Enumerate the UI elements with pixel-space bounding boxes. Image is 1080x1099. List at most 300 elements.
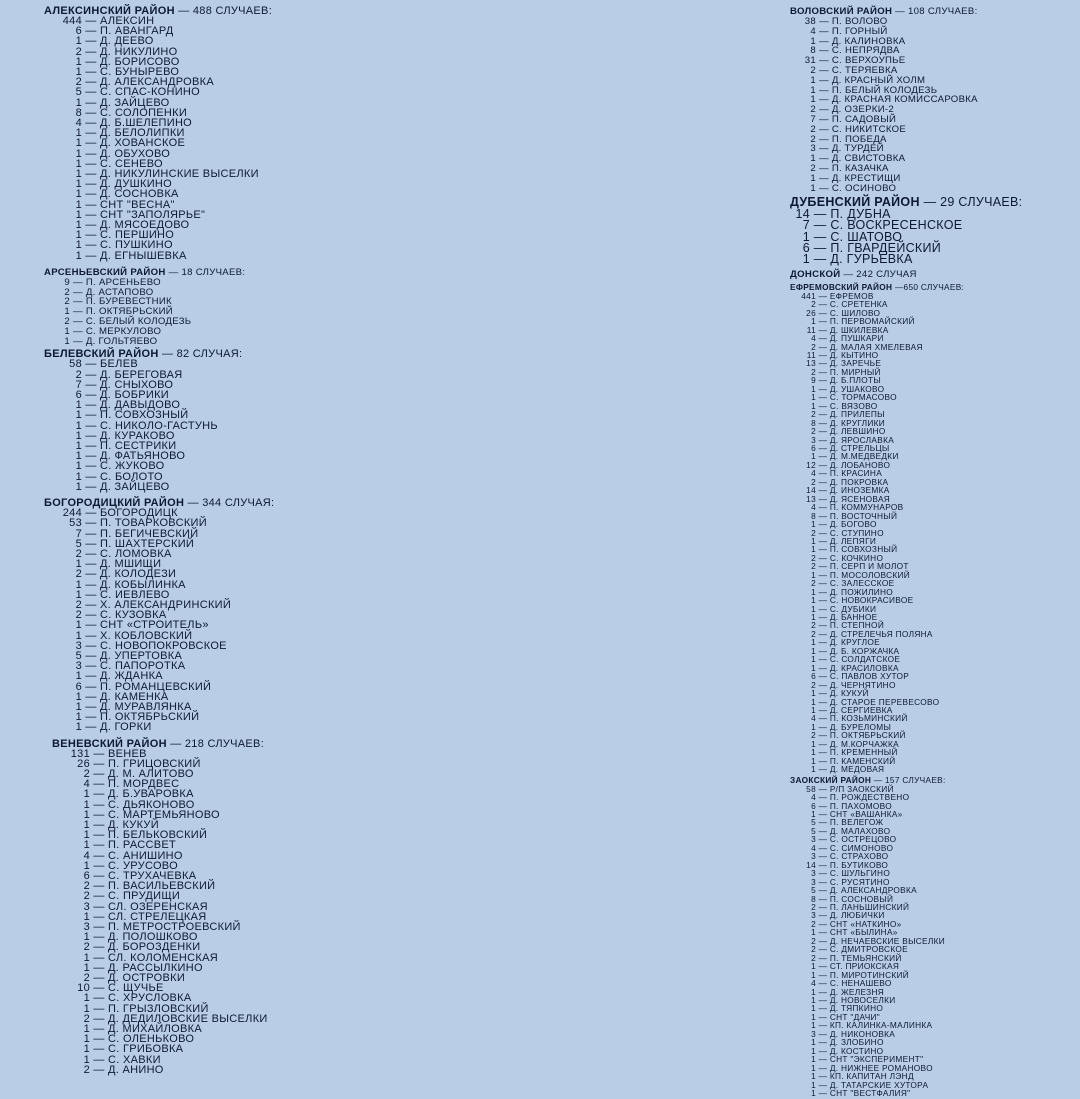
dash-separator: — bbox=[810, 240, 831, 255]
dash-separator: — bbox=[816, 586, 830, 597]
dash-separator: — bbox=[82, 470, 101, 483]
dash-separator: — bbox=[90, 1012, 109, 1025]
dash-separator: — bbox=[816, 885, 830, 896]
dash-separator: — bbox=[816, 143, 832, 155]
dash-separator: — bbox=[816, 434, 830, 445]
dash-separator: — bbox=[816, 299, 830, 310]
case-count: 2 bbox=[75, 598, 82, 611]
locality-name: С. ОЛЕНЬКОВО bbox=[108, 1033, 195, 1046]
dash-separator: — bbox=[90, 859, 109, 872]
locality-name: П. ОКТЯБРЬСКИЙ bbox=[100, 711, 200, 724]
dash-separator: — bbox=[90, 982, 109, 995]
locality-name: С. СИМОНОВО bbox=[829, 842, 894, 853]
dash-separator: — bbox=[816, 825, 830, 836]
locality-name: П. ВАСИЛЬЕВСКИЙ bbox=[108, 880, 216, 893]
dash-separator: — bbox=[816, 426, 830, 437]
case-count: 2 bbox=[83, 880, 90, 893]
case-count: 1 bbox=[811, 612, 816, 623]
dash-separator: — bbox=[90, 747, 109, 760]
locality-name: П. ГВАРДЕЙСКИЙ bbox=[830, 240, 942, 255]
dash-separator: — bbox=[82, 198, 101, 211]
case-count: 7 bbox=[75, 378, 82, 391]
locality-name: Д. ПРИЛЕПЫ bbox=[829, 409, 885, 420]
dash-separator: — bbox=[816, 16, 832, 27]
case-count: 1 bbox=[75, 157, 82, 170]
case-count: 1 bbox=[75, 219, 82, 232]
case-count: 3 bbox=[83, 900, 90, 913]
case-count: 2 bbox=[75, 368, 82, 381]
case-count: 4 bbox=[83, 849, 90, 862]
locality-name: СНТ «ВАШАНКА» bbox=[829, 809, 903, 819]
case-count: 441 bbox=[801, 290, 816, 301]
dash-separator: — bbox=[82, 598, 101, 611]
district-name: ЗАОКСКИЙ РАЙОН bbox=[790, 774, 872, 785]
locality-name: Д. ЗАЙЦЕВО bbox=[100, 96, 170, 109]
locality-name: Д. ЛЮБИЧКИ bbox=[829, 910, 885, 921]
district-total: — 29 СЛУЧАЕВ: bbox=[923, 195, 1023, 210]
dash-separator: — bbox=[82, 168, 101, 181]
case-count: 2 bbox=[83, 767, 90, 780]
dash-separator: — bbox=[816, 485, 830, 496]
district-name: ВЕНЕВСКИЙ РАЙОН bbox=[52, 737, 167, 750]
dash-separator: — bbox=[816, 510, 830, 521]
locality-row bbox=[790, 251, 1070, 266]
dash-separator: — bbox=[90, 890, 109, 903]
locality-name: СЛ. СТРЕЛЕЦКАЯ bbox=[108, 910, 207, 923]
locality-name: Д. АСТАПОВО bbox=[85, 286, 154, 298]
locality-name: Д. БОРОЗДЕНКИ bbox=[108, 941, 201, 954]
case-count: 4 bbox=[811, 468, 816, 479]
case-count: 2 bbox=[811, 918, 816, 929]
dash-separator: — bbox=[816, 476, 830, 487]
locality-name: П. СТЕПНОЙ bbox=[829, 620, 885, 631]
dash-separator: — bbox=[82, 547, 101, 560]
dash-separator: — bbox=[816, 55, 832, 67]
case-count: 8 bbox=[811, 510, 816, 521]
dash-separator: — bbox=[816, 172, 832, 184]
locality-name: Д. КУКУЙ bbox=[829, 688, 869, 699]
dash-separator: — bbox=[816, 851, 830, 862]
locality-name: С. ВЯЗОВО bbox=[829, 400, 878, 411]
district-name: ЕФРЕМОВСКИЙ РАЙОН bbox=[790, 281, 893, 292]
case-count: 1 bbox=[802, 251, 810, 266]
dash-separator: — bbox=[810, 251, 831, 266]
case-count: 3 bbox=[811, 834, 816, 845]
locality-row bbox=[52, 1065, 544, 1075]
locality-name: С. СЕНЕВО bbox=[100, 157, 163, 170]
case-count: 31 bbox=[804, 55, 816, 67]
dash-separator: — bbox=[816, 1028, 830, 1039]
district-block bbox=[790, 269, 1070, 280]
locality-name: Д. ДАВЫДОВО bbox=[100, 399, 181, 412]
locality-name: Д. РАССЫЛКИНО bbox=[108, 961, 203, 974]
dash-separator: — bbox=[70, 335, 86, 347]
dash-separator: — bbox=[82, 35, 101, 48]
dash-separator: — bbox=[90, 961, 109, 974]
dash-separator: — bbox=[82, 239, 101, 252]
locality-name: Д. ДЕЕВО bbox=[100, 35, 154, 48]
case-count: 9 bbox=[64, 276, 70, 288]
dash-separator: — bbox=[816, 358, 830, 369]
case-count: 1 bbox=[811, 1011, 816, 1022]
dash-separator: — bbox=[82, 208, 101, 221]
locality-name: Д. ГОРКИ bbox=[100, 721, 152, 734]
case-count: 1 bbox=[811, 994, 816, 1005]
dash-separator: — bbox=[816, 1079, 830, 1090]
case-count: 2 bbox=[811, 578, 816, 589]
locality-name: С. СТУПИНО bbox=[829, 527, 884, 538]
locality-name: С. СОЛОПЕНКИ bbox=[100, 106, 188, 119]
case-count: 2 bbox=[811, 935, 816, 946]
case-count: 2 bbox=[810, 133, 816, 145]
locality-name: П. ДУБНА bbox=[830, 207, 891, 222]
locality-name: Д. ХОВАНСКОЕ bbox=[100, 137, 186, 150]
case-count: 4 bbox=[83, 778, 90, 791]
locality-name: Д. ЯСЕНОВАЯ bbox=[829, 493, 891, 504]
locality-name: П. СОСНОВЫЙ bbox=[829, 893, 894, 904]
locality-name: П. ОКТЯБРЬСКИЙ bbox=[829, 730, 906, 741]
locality-name: С. ДМИТРОВСКОЕ bbox=[829, 944, 908, 955]
locality-name: С. ПАПОРОТКА bbox=[100, 660, 186, 673]
locality-name: АЛЕКСИН bbox=[100, 15, 155, 27]
dash-separator: — bbox=[810, 207, 831, 222]
case-count: 1 bbox=[75, 96, 82, 109]
case-count: 1 bbox=[75, 629, 82, 642]
case-count: 1 bbox=[75, 578, 82, 591]
dash-separator: — bbox=[82, 127, 101, 140]
case-count: 1 bbox=[811, 809, 816, 819]
district-name: ВОЛОВСКИЙ РАЙОН bbox=[790, 6, 893, 17]
locality-name: Д. СЕРГИЕВКА bbox=[829, 705, 893, 716]
case-count: 13 bbox=[806, 358, 816, 369]
dash-separator: — bbox=[82, 609, 101, 622]
locality-name: П. РОЖДЕСТВЕНО bbox=[829, 792, 910, 803]
dash-separator: — bbox=[816, 595, 830, 606]
case-count: 1 bbox=[811, 392, 816, 403]
case-count: 1 bbox=[75, 619, 82, 632]
case-count: 1 bbox=[810, 153, 816, 165]
locality-name: БЕЛЕВ bbox=[100, 358, 138, 371]
locality-name: П. САДОВЫЙ bbox=[831, 113, 897, 125]
locality-name: Д. ЖДАНКА bbox=[100, 670, 163, 683]
dash-separator: — bbox=[816, 696, 830, 707]
dash-separator: — bbox=[90, 900, 109, 913]
dash-separator: — bbox=[82, 517, 101, 530]
case-count: 1 bbox=[83, 829, 90, 842]
locality-name: Х. КОБЛОВСКИЙ bbox=[100, 629, 193, 642]
case-count: 1 bbox=[75, 690, 82, 703]
locality-name: С. МЕРКУЛОВО bbox=[85, 325, 162, 337]
locality-name: С. ПРУДИЩИ bbox=[108, 890, 181, 903]
case-count: 1 bbox=[811, 738, 816, 749]
dash-separator: — bbox=[816, 94, 832, 106]
case-count: 6 bbox=[811, 442, 816, 453]
locality-name: Д. НЕЧАЕВСКИЕ ВЫСЕЛКИ bbox=[829, 935, 945, 946]
locality-name: С. ВЕРХОУПЬЕ bbox=[831, 55, 906, 67]
dash-separator: — bbox=[90, 951, 109, 964]
dash-separator: — bbox=[82, 670, 101, 683]
case-count: 3 bbox=[75, 639, 82, 652]
case-count: 1 bbox=[83, 992, 90, 1005]
dash-separator: — bbox=[82, 639, 101, 652]
case-count: 1 bbox=[811, 1071, 816, 1082]
dash-separator: — bbox=[816, 671, 830, 682]
locality-name: С. ОСТРЕЦОВО bbox=[829, 834, 897, 845]
locality-name: Д. ЛЕПЯГИ bbox=[829, 535, 877, 546]
case-count: 1 bbox=[75, 460, 82, 473]
dash-separator: — bbox=[816, 64, 832, 76]
case-count: 2 bbox=[810, 104, 816, 116]
case-count: 131 bbox=[70, 747, 90, 760]
case-count: 2 bbox=[810, 123, 816, 135]
case-count: 5 bbox=[75, 649, 82, 662]
dash-separator: — bbox=[90, 788, 109, 801]
case-count: 2 bbox=[811, 552, 816, 563]
dash-separator: — bbox=[82, 460, 101, 473]
dash-separator: — bbox=[816, 1020, 830, 1031]
case-count: 2 bbox=[75, 76, 82, 89]
case-count: 2 bbox=[75, 609, 82, 622]
case-count: 53 bbox=[69, 517, 82, 530]
case-count: 1 bbox=[83, 818, 90, 831]
case-count: 7 bbox=[802, 218, 810, 233]
case-count: 2 bbox=[83, 972, 90, 985]
locality-name: П. РАССВЕТ bbox=[108, 839, 177, 852]
case-count: 3 bbox=[811, 851, 816, 862]
case-count: 1 bbox=[75, 147, 82, 160]
dash-separator: — bbox=[816, 688, 830, 699]
locality-name: Х. АЛЕКСАНДРИНСКИЙ bbox=[100, 598, 232, 611]
case-count: 4 bbox=[811, 502, 816, 513]
case-count: 1 bbox=[83, 910, 90, 923]
case-count: 1 bbox=[811, 755, 816, 766]
district-total: — 344 СЛУЧАЯ: bbox=[187, 497, 275, 510]
dash-separator: — bbox=[816, 366, 830, 377]
case-count: 1 bbox=[811, 705, 816, 716]
district-total: — 488 СЛУЧАЕВ: bbox=[178, 5, 273, 17]
locality-name: С. НОВОКРАСИВОЕ bbox=[829, 595, 914, 606]
locality-name: Д. КУРАКОВО bbox=[100, 429, 175, 442]
locality-name: С. ЗАЛЕССКОЕ bbox=[829, 578, 895, 589]
locality-name: Д. ТАТАРСКИЕ ХУТОРА bbox=[829, 1079, 929, 1090]
locality-name: Д. ЗАЙЦЕВО bbox=[100, 480, 170, 493]
locality-name: Д. МИХАЙЛОВКА bbox=[108, 1023, 202, 1036]
dash-separator: — bbox=[816, 986, 830, 997]
case-count: 3 bbox=[811, 868, 816, 879]
case-count: 1 bbox=[75, 198, 82, 211]
locality-name: С. ВОСКРЕСЕНСКОЕ bbox=[830, 218, 963, 233]
district-block bbox=[790, 196, 1070, 264]
dash-separator: — bbox=[816, 859, 830, 870]
dash-separator: — bbox=[82, 537, 101, 550]
dash-separator: — bbox=[82, 219, 101, 232]
case-count: 1 bbox=[75, 409, 82, 422]
case-count: 2 bbox=[811, 952, 816, 963]
case-count: 1 bbox=[64, 306, 70, 318]
dash-separator: — bbox=[816, 918, 830, 929]
locality-name: Д. УПЕРТОВКА bbox=[100, 649, 183, 662]
case-count: 2 bbox=[811, 620, 816, 631]
dash-separator: — bbox=[82, 25, 101, 38]
dash-separator: — bbox=[816, 927, 830, 938]
locality-name: С. НИКОЛО-ГАСТУНЬ bbox=[100, 419, 218, 432]
right-column bbox=[790, 6, 1070, 1099]
case-count: 1 bbox=[83, 961, 90, 974]
case-count: 1 bbox=[83, 859, 90, 872]
locality-name: Д. М. АЛИТОВО bbox=[108, 767, 194, 780]
dash-separator: — bbox=[816, 620, 830, 631]
locality-name: С. АНИШИНО bbox=[108, 849, 183, 862]
locality-name: Д. КРАСНАЯ КОМИССАРОВКА bbox=[831, 94, 978, 106]
case-count: 1 bbox=[75, 168, 82, 181]
dash-separator: — bbox=[816, 961, 830, 972]
case-count: 1 bbox=[810, 35, 816, 47]
case-count: 26 bbox=[77, 757, 90, 770]
case-count: 2 bbox=[83, 1012, 90, 1025]
dash-separator: — bbox=[816, 113, 832, 125]
locality-name: С. СОЛДАТСКОЕ bbox=[829, 654, 901, 665]
case-count: 1 bbox=[811, 645, 816, 656]
dash-separator: — bbox=[816, 721, 830, 732]
dash-separator: — bbox=[90, 818, 109, 831]
locality-name: Д. БЕРЕГОВАЯ bbox=[100, 368, 183, 381]
dash-separator: — bbox=[90, 757, 109, 770]
locality-name: Д. М.КОРЧАЖКА bbox=[829, 738, 899, 749]
locality-name: П. БУРЕВЕСТНИК bbox=[85, 296, 172, 308]
case-count: 444 bbox=[62, 15, 82, 27]
case-count: 2 bbox=[83, 1063, 90, 1076]
dash-separator: — bbox=[82, 15, 101, 27]
dash-separator: — bbox=[82, 106, 101, 119]
dash-separator: — bbox=[816, 153, 832, 165]
case-count: 6 bbox=[811, 671, 816, 682]
case-count: 2 bbox=[811, 944, 816, 955]
case-count: 2 bbox=[75, 568, 82, 581]
case-count: 1 bbox=[75, 558, 82, 571]
case-count: 4 bbox=[811, 978, 816, 989]
dash-separator: — bbox=[816, 349, 830, 360]
dash-separator: — bbox=[816, 944, 830, 955]
case-count: 1 bbox=[83, 808, 90, 821]
locality-name: П. АРСЕНЬЕВО bbox=[85, 276, 161, 288]
locality-name: С. СРЕТЕНКА bbox=[829, 299, 888, 310]
locality-name: П. ВОЛОВО bbox=[831, 16, 888, 27]
dash-separator: — bbox=[70, 325, 86, 337]
case-count: 1 bbox=[75, 670, 82, 683]
case-count: 1 bbox=[811, 1037, 816, 1048]
case-count: 1 bbox=[75, 137, 82, 150]
dash-separator: — bbox=[82, 55, 101, 68]
case-count: 1 bbox=[810, 94, 816, 106]
dash-separator: — bbox=[816, 468, 830, 479]
locality-name: Д. ИНОЗЕМКА bbox=[829, 485, 890, 496]
locality-row bbox=[44, 722, 544, 732]
locality-name: П. ВОСТОЧНЫЙ bbox=[829, 510, 898, 521]
case-count: 4 bbox=[811, 333, 816, 344]
locality-name: Д. НОВОСЕЛКИ bbox=[829, 994, 896, 1005]
case-count: 2 bbox=[811, 426, 816, 437]
locality-name: П. ПЕРВОМАЙСКИЙ bbox=[829, 316, 915, 327]
dash-separator: — bbox=[816, 383, 830, 394]
dash-separator: — bbox=[816, 392, 830, 403]
locality-name: Д. КРУГЛИКИ bbox=[829, 417, 886, 428]
case-count: 1 bbox=[83, 1033, 90, 1046]
case-count: 2 bbox=[811, 679, 816, 690]
locality-name: КП. КАЛИНКА-МАЛИНКА bbox=[829, 1020, 933, 1031]
dash-separator: — bbox=[816, 1037, 830, 1048]
dash-separator: — bbox=[816, 713, 830, 724]
locality-name: Д. КОБЫЛИНКА bbox=[100, 578, 186, 591]
dash-separator: — bbox=[90, 972, 109, 985]
case-count: 4 bbox=[811, 713, 816, 724]
case-count: 1 bbox=[811, 662, 816, 673]
locality-name: Д. КОЛОДЕЗИ bbox=[100, 568, 177, 581]
dash-separator: — bbox=[82, 229, 101, 242]
case-count: 2 bbox=[811, 366, 816, 377]
locality-name: Д. ПОЖИЛИНО bbox=[829, 586, 894, 597]
district-name: БОГОРОДИЦКИЙ РАЙОН bbox=[44, 497, 185, 510]
dash-separator: — bbox=[816, 84, 832, 96]
locality-name: СНТ "ЭКСПЕРИМЕНТ" bbox=[829, 1054, 924, 1065]
case-count: 1 bbox=[811, 535, 816, 546]
locality-row bbox=[44, 251, 544, 261]
dash-separator: — bbox=[82, 178, 101, 191]
case-count: 6 bbox=[75, 389, 82, 402]
dash-separator: — bbox=[70, 306, 86, 318]
dash-separator: — bbox=[816, 290, 830, 301]
dash-separator: — bbox=[816, 45, 832, 57]
district-total: — 18 СЛУЧАЕВ: bbox=[168, 266, 246, 278]
case-count: 4 bbox=[810, 25, 816, 37]
locality-name: СНТ "ВЕСТФАЛИЯ" bbox=[829, 1087, 911, 1098]
dash-separator: — bbox=[816, 35, 832, 47]
locality-name: П. АВАНГАРД bbox=[100, 25, 174, 38]
locality-name: П. ТОВАРКОВСКИЙ bbox=[100, 517, 207, 530]
locality-name: С. КУЗОВКА bbox=[100, 609, 167, 622]
locality-name: Д. КАМЕНКА bbox=[100, 690, 169, 703]
case-count: 14 bbox=[806, 485, 816, 496]
case-count: 1 bbox=[810, 74, 816, 86]
dash-separator: — bbox=[816, 978, 830, 989]
case-count: 1 bbox=[75, 55, 82, 68]
dash-separator: — bbox=[816, 901, 830, 912]
dash-separator: — bbox=[82, 629, 101, 642]
locality-name: СТ. ПРИОКСКАЯ bbox=[829, 961, 900, 972]
dash-separator: — bbox=[82, 527, 101, 540]
case-count: 8 bbox=[811, 893, 816, 904]
district-block bbox=[790, 6, 1070, 193]
locality-name: С. ТОРМАСОВО bbox=[829, 392, 897, 403]
dash-separator: — bbox=[816, 578, 830, 589]
case-count: 2 bbox=[811, 527, 816, 538]
dash-separator: — bbox=[816, 417, 830, 428]
locality-name: Р/П ЗАОКСКИЙ bbox=[829, 783, 894, 794]
dash-separator: — bbox=[82, 649, 101, 662]
dash-separator: — bbox=[90, 808, 109, 821]
locality-name: Д. КОСТИНО bbox=[829, 1045, 884, 1056]
case-count: 2 bbox=[64, 316, 70, 328]
district-block bbox=[44, 267, 544, 347]
case-count: 4 bbox=[811, 792, 816, 803]
locality-name: Д. ГУРЬЕВКА bbox=[830, 251, 913, 266]
case-count: 8 bbox=[75, 106, 82, 119]
district-block bbox=[44, 498, 544, 732]
case-count: 1 bbox=[83, 798, 90, 811]
dash-separator: — bbox=[816, 544, 830, 555]
locality-name: Д. БОГОВО bbox=[829, 519, 877, 530]
case-count: 2 bbox=[75, 45, 82, 58]
locality-name: П. СОВХОЗНЫЙ bbox=[829, 544, 898, 555]
